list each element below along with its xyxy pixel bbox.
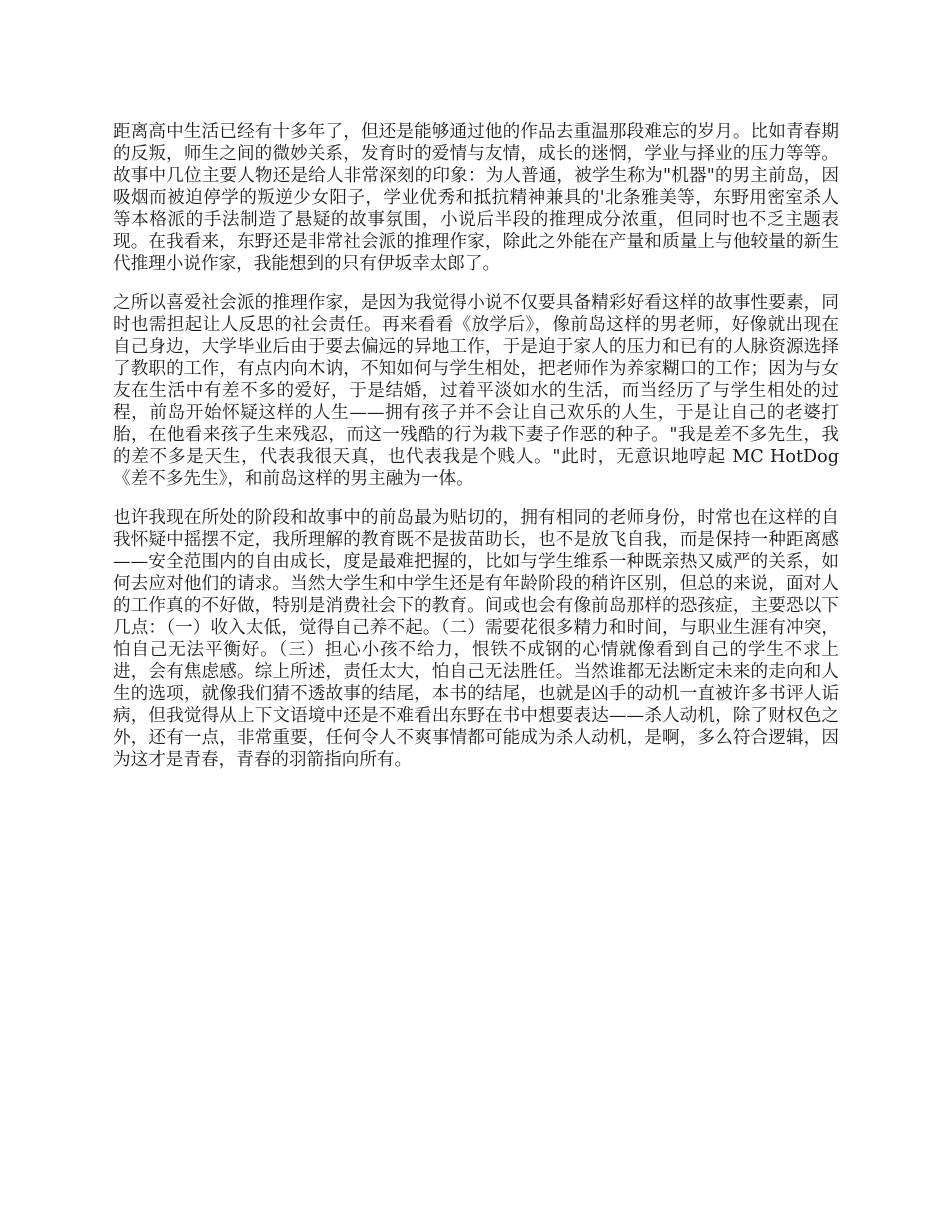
paragraph-1: 距离高中生活已经有十多年了，但还是能够通过他的作品去重温那段难忘的岁月。比如青春期的反叛，师生之间的微妙关系，发育时的爱情与友情，成长的迷惘，学业与择业的压力等等。故事中几位主要人物还是给人非常深刻的印象：为人普通，被学生称为"机器"的男主前岛，因吸烟而被迫停学的叛逆少女阳子，学业优秀和抵抗精神兼具的'北条雅美等，东野用密室杀人等本格派的手法制造了悬疑的故事氛围，小说后半段的推理成分浓重，但同时也不乏主题表现。在我看来，东野还是非常社会派的推理作家，除此之外能在产量和质量上与他较量的新生代推理小说作家，我能想到的只有伊坂幸太郎了。: [113, 122, 839, 274]
paragraph-2: 之所以喜爱社会派的推理作家，是因为我觉得小说不仅要具备精彩好看这样的故事性要素，同时也需担起让人反思的社会责任。再来看看《放学后》，像前岛这样的男老师，好像就出现在自己身边，大学毕业后由于要去偏远的异地工作，于是迫于家人的压力和已有的人脉资源选择了教职的工作，有点内向木讷，不知如何与学生相处，把老师作为养家糊口的工作；因为与女友在生活中有差不多的爱好，于是结婚，过着平淡如水的生活，而当经历了与学生相处的过程，前岛开始怀疑这样的人生——拥有孩子并不会让自己欢乐的人生，于是让自己的老婆打胎，在他看来孩子生来残忍，而这一残酷的行为栽下妻子作恶的种子。"我是差不多先生，我的差不多是天生，代表我很天真，也代表我是个贱人。"此时，无意识地哼起 MC HotDog《差不多先生》，和前岛这样的男主融为一体。: [113, 293, 839, 489]
paragraph-3: 也许我现在所处的阶段和故事中的前岛最为贴切的，拥有相同的老师身份，时常也在这样的自我怀疑中摇摆不定，我所理解的教育既不是拔苗助长，也不是放飞自我，而是保持一种距离感——安全范围内的自由成长，度是最难把握的，比如与学生维系一种既亲热又威严的关系，如何去应对他们的请求。当然大学生和中学生还是有年龄阶段的稍许区别，但总的来说，面对人的工作真的不好做，特别是消费社会下的教育。间或也会有像前岛那样的恐孩症，主要恐以下几点：（一）收入太低，觉得自己养不起。（二）需要花很多精力和时间，与职业生涯有冲突，怕自己无法平衡好。（三）担心小孩不给力，恨铁不成钢的心情就像看到自己的学生不求上进，会有焦虑感。综上所述，责任太大，怕自己无法胜任。当然谁都无法断定未来的走向和人生的选项，就像我们猜不透故事的结尾，本书的结尾，也就是凶手的动机一直被许多书评人诟病，但我觉得从上下文语境中还是不难看出东野在书中想要表达——杀人动机，除了财权色之外，还有一点，非常重要，任何令人不爽事情都可能成为杀人动机，是啊，多么符合逻辑，因为这才是青春，青春的羽箭指向所有。: [113, 508, 839, 770]
document-page: [113, 121, 839, 788]
